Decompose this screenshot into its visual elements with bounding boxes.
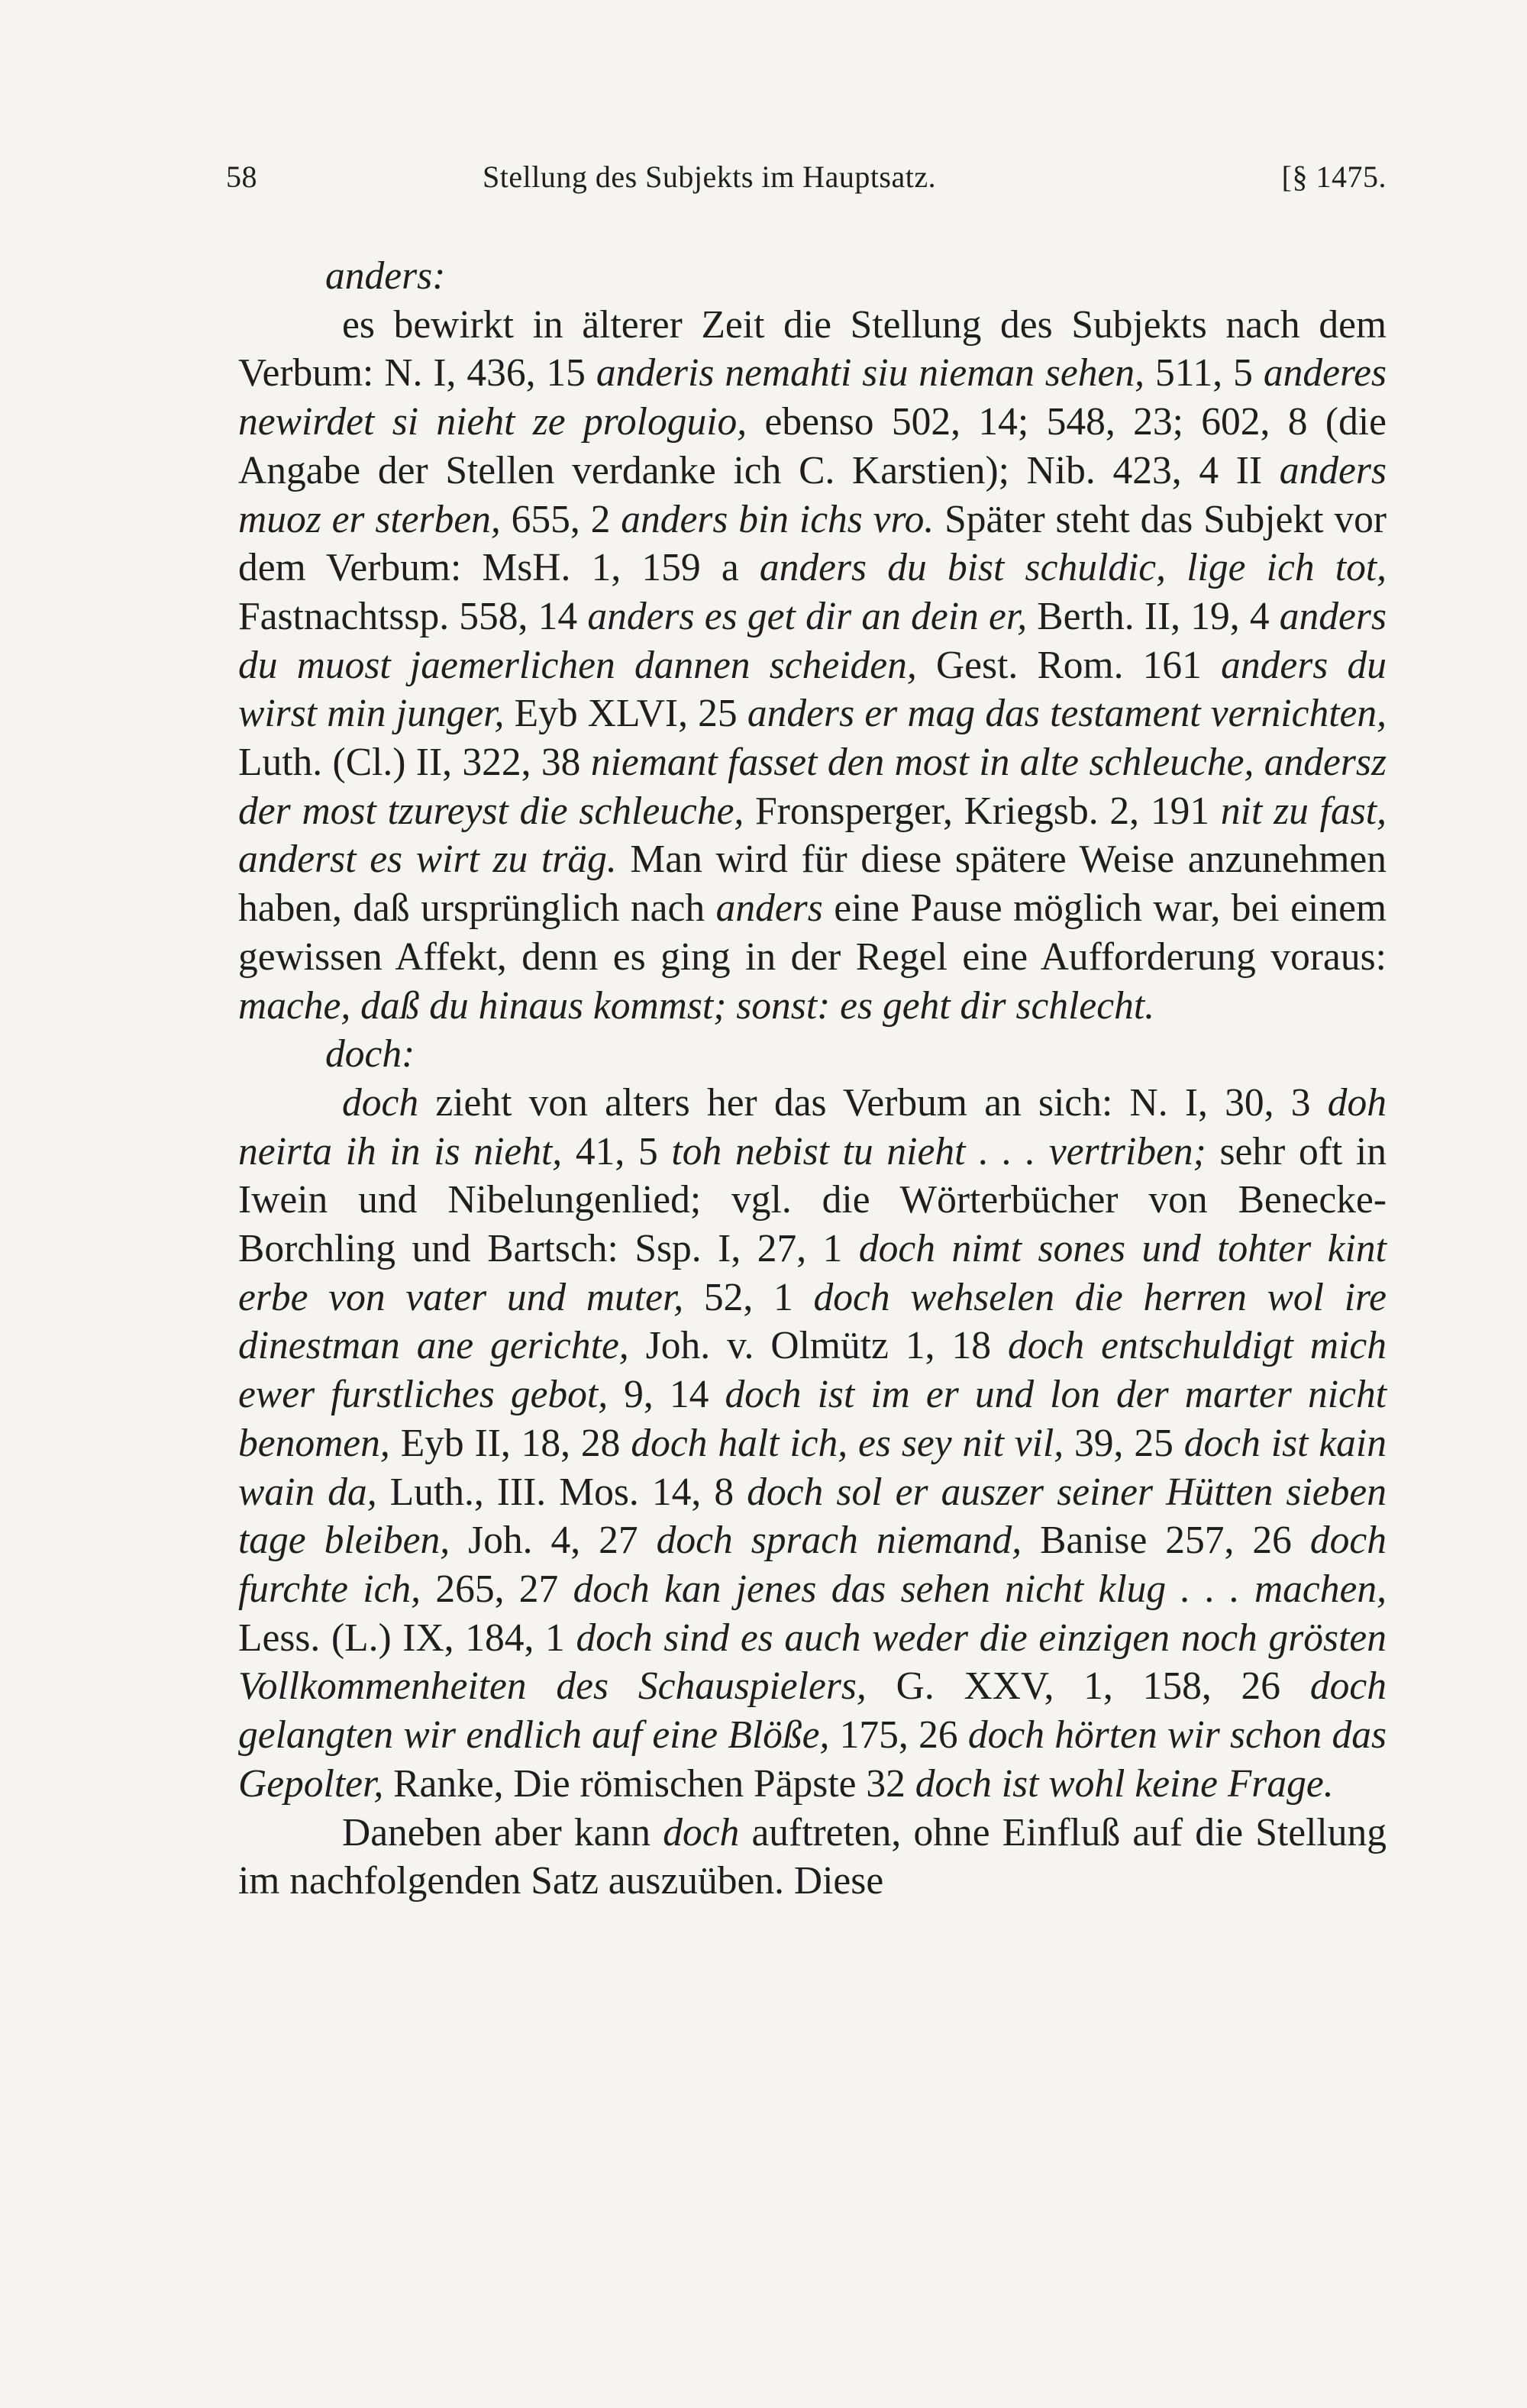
- text-span: Luth. (Cl.) II, 322, 38: [238, 741, 591, 785]
- example-quote: doch nimt sones und tohter kint erbe von vater und muter,: [238, 1227, 1387, 1319]
- example-quote: doh neirta ih in is nieht,: [238, 1080, 1387, 1173]
- text-span: eine Pause möglich war, bei einem gewissen Affekt, denn es ging in der Regel eine Aufforderung voraus:: [238, 886, 1387, 979]
- example-quote: doch halt ich, es sey nit vil,: [631, 1421, 1064, 1465]
- text-span: Fronsperger, Kriegsb. 2, 191: [744, 789, 1221, 833]
- text-span: es bewirkt in älterer Zeit die Stellung des Subjekts nach dem Verbum: N. I, 436, 15: [238, 302, 1387, 395]
- example-quote: doch wehselen die herren wol ire dinestman ane gerichte,: [238, 1275, 1387, 1368]
- example-quote: anders du bist schuldic, lige ich tot,: [759, 546, 1387, 590]
- example-quote: doch ist wohl keine Frage.: [915, 1761, 1334, 1806]
- text-span: zieht von alters her das Verbum an sich: N. I, 30, 3: [418, 1080, 1328, 1125]
- text-span: ebenso 502, 14; 548, 23; 602, 8 (die Angabe der Stellen verdanke ich C. Karstien); Nib. 423, 4 II: [238, 400, 1387, 492]
- text-span: Ranke, Die römischen Päpste 32: [383, 1761, 915, 1806]
- example-quote: anders du muost jaemerlichen dannen scheiden,: [238, 594, 1387, 687]
- example-quote: doch entschuldigt mich ewer furstliches gebot,: [238, 1324, 1387, 1417]
- example-quote: toh nebist tu nieht . . . vertriben;: [671, 1129, 1206, 1173]
- example-quote: doch ist im er und lon der marter nicht benomen,: [238, 1373, 1387, 1465]
- text-span: 39, 25: [1064, 1421, 1184, 1465]
- text-span: 265, 27: [421, 1567, 573, 1611]
- text-span: Berth. II, 19, 4: [1027, 594, 1280, 638]
- keyword-doch: doch:: [325, 1032, 415, 1076]
- paragraph-doch: [238, 1079, 1387, 1809]
- text-span: auftreten, ohne Einfluß auf die Stellung im nachfolgenden Satz auszuüben. Diese: [238, 1810, 1387, 1903]
- text-span: 655, 2: [500, 497, 621, 541]
- example-quote: doch gelangten wir endlich auf eine Blöße,: [238, 1664, 1387, 1758]
- text-span: Fastnachtssp. 558, 14: [238, 594, 588, 638]
- example-quote: doch: [342, 1080, 419, 1125]
- page-number: 58: [226, 160, 257, 194]
- example-quote: doch furchte ich,: [238, 1519, 1387, 1611]
- example-quote: doch: [663, 1810, 740, 1854]
- keyword-heading-doch: [238, 1030, 1387, 1079]
- text-span: Eyb II, 18, 28: [389, 1421, 631, 1465]
- text-span: Gest. Rom. 161: [916, 643, 1222, 687]
- text-span: Später steht das Subjekt vor dem Verbum: MsH. 1, 159 a: [238, 497, 1387, 590]
- example-quote: doch kan jenes das sehen nicht klug . . . machen,: [573, 1567, 1387, 1611]
- text-span: 511, 5: [1144, 351, 1264, 395]
- example-quote: doch hörten wir schon das Gepolter,: [238, 1713, 1387, 1806]
- example-quote: doch sprach niemand,: [656, 1519, 1022, 1563]
- text-span: 41, 5: [562, 1129, 672, 1173]
- example-quote: anders es get dir an dein er,: [587, 594, 1028, 638]
- example-quote: niemant fasset den most in alte schleuche, andersz der most tzureyst die schleuche,: [238, 741, 1387, 833]
- running-header: [226, 159, 1387, 205]
- text-span: 52, 1: [683, 1275, 814, 1319]
- example-quote: doch sol er auszer seiner Hütten sieben tage bleiben,: [238, 1470, 1387, 1563]
- example-quote: anderis nemahti siu nieman sehen,: [596, 351, 1144, 395]
- keyword-heading-anders: [238, 252, 1387, 301]
- text-span: Man wird für diese spätere Weise anzunehmen haben, daß ursprünglich nach: [238, 838, 1387, 931]
- text-span: Joh. v. Olmütz 1, 18: [628, 1324, 1009, 1368]
- example-quote: anders: [715, 886, 823, 931]
- text-span: Joh. 4, 27: [450, 1519, 657, 1563]
- text-span: Eyb XLVI, 25: [504, 692, 747, 736]
- text-span: Daneben aber kann: [342, 1810, 663, 1854]
- example-quote: nit zu fast, anderst es wirt zu träg.: [238, 789, 1387, 882]
- body-text: [238, 252, 1387, 1906]
- example-quote: anderes newirdet si nieht ze prologuio,: [238, 351, 1387, 444]
- example-quote: anders du wirst min junger,: [238, 643, 1387, 736]
- text-span: Luth., III. Mos. 14, 8: [376, 1470, 747, 1514]
- example-quote: anders er mag das testament vernichten,: [747, 692, 1387, 736]
- text-span: Banise 257, 26: [1022, 1519, 1310, 1563]
- section-number: [§ 1475.: [1281, 160, 1387, 194]
- example-quote: doch sind es auch weder die einzigen noch grösten Vollkommenheiten des Schauspielers,: [238, 1616, 1387, 1709]
- keyword-anders: anders:: [325, 254, 446, 298]
- paragraph-daneben: [238, 1809, 1387, 1906]
- text-span: 175, 26: [829, 1713, 968, 1758]
- text-span: 9, 14: [608, 1373, 725, 1417]
- text-span: Less. (L.) IX, 184, 1: [238, 1616, 576, 1660]
- paragraph-anders: [238, 301, 1387, 1031]
- text-span: G. XXV, 1, 158, 26: [866, 1664, 1310, 1709]
- example-quote: doch ist kain wain da,: [238, 1421, 1387, 1514]
- running-title: Stellung des Subjekts im Hauptsatz.: [483, 160, 937, 194]
- example-quote: anders bin ichs vro.: [621, 497, 935, 541]
- example-quote: anders muoz er sterben,: [238, 448, 1387, 541]
- text-span: sehr oft in Iwein und Nibelungenlied; vgl. die Wörterbücher von Benecke-Borchling und Bartsch: Ssp. I, 27, 1: [238, 1129, 1387, 1271]
- example-quote: mache, daß du hinaus kommst; sonst: es geht dir schlecht.: [238, 983, 1155, 1028]
